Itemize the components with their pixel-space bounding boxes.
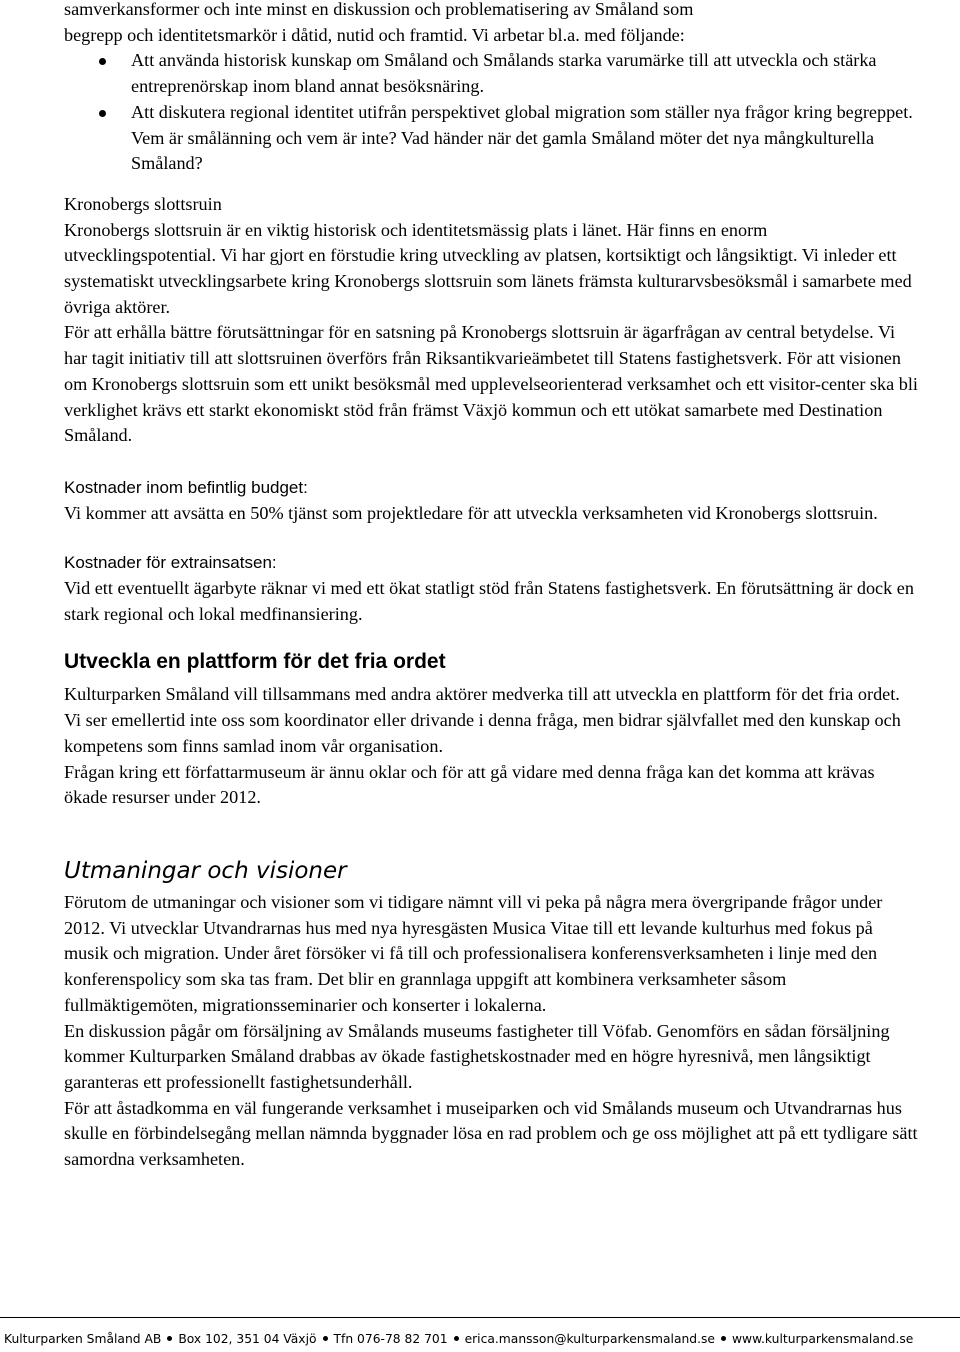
platform-heading: Utveckla en plattform för det fria ordet xyxy=(64,650,446,674)
challenges-paragraph-1: Förutom de utmaningar och visioner som vi tidigare nämnt vill vi peka på några mera övergripande frågor under 2012. Vi utvecklar Utvandrarnas hus med nya hyresgästen Musica Vitae till ett levande kulturhus med fokus på musik och migration. Under året försöker vi få till och professionalisera konferensverksamheten i linje med den konferenspolicy som ska tas fram. Det blir en grannlaga uppgift att kombinera verksamheter såsom fullmäktigemöten, migrationsseminarier och konserter i lokalerna. xyxy=(64,891,883,1015)
extra-text: Vid ett eventuellt ägarbyte räknar vi med ett ökat statligt stöd från Statens fastighetsverk. En förutsättning är dock en stark regional och lokal medfinansiering. xyxy=(64,578,914,624)
platform-paragraph-1: Kulturparken Småland vill tillsammans med andra aktörer medverka till att utveckla en plattform för det fria ordet. Vi ser emellertid inte oss som koordinator eller drivande i denna fråga, men bidrar självfallet med den kunskap och kompetens som finns samlad inom vår organisation. xyxy=(64,684,901,756)
extra-heading: Kostnader för extrainsatsen: xyxy=(64,553,277,573)
footer-divider xyxy=(0,1317,960,1318)
challenges-heading: Utmaningar och visioner xyxy=(64,857,347,884)
list-item: Att använda historisk kunskap om Småland och Smålands starka varumärke till att utveckla och stärka entreprenörskap inom bland annat besöksnäring. xyxy=(0,48,920,99)
footer-org: Kulturparken Småland AB xyxy=(4,1332,162,1346)
intro-line-2: begrepp och identitetsmarkör i dåtid, nutid och framtid. Vi arbetar bl.a. med följande: xyxy=(64,24,685,45)
list-item: Att diskutera regional identitet utifrån perspektivet global migration som ställer nya frågor kring begreppet. Vem är smålänning och vem är inte? Vad händer när det gamla Småland möter det nya mångkulturella Småland? xyxy=(0,100,920,177)
kronoberg-heading: Kronobergs slottsruin xyxy=(64,193,222,214)
page-footer xyxy=(4,1331,960,1347)
kronoberg-paragraph-1: Kronobergs slottsruin är en viktig historisk och identitetsmässig plats i länet. Här finns en enorm utvecklingspotential. Vi har gjort en förstudie kring utveckling av platsen, kortsiktigt och långsiktigt. Vi inleder ett systematiskt utvecklingsarbete kring Kronobergs slottsruin som länets främsta kulturarvsbesöksmål i samarbete med övriga aktörer. xyxy=(64,219,912,317)
challenges-paragraph-3: För att åstadkomma en väl fungerande verksamhet i museiparken och vid Smålands museum och Utvandrarnas hus skulle en förbindelsegång mellan nämnda byggnader lösa en rad problem och ge oss möjlighet att på ett tydligare sätt samordna verksamheten. xyxy=(64,1097,918,1170)
budget-text: Vi kommer att avsätta en 50% tjänst som projektledare för att utveckla verksamheten vid Kronobergs slottsruin. xyxy=(64,502,878,523)
challenges-paragraph-2: En diskussion pågår om försäljning av Smålands museums fastigheter till Vöfab. Genomförs en sådan försäljning kommer Kulturparken Småland drabbas av ökade fastighetskostnader med en högre hyresnivå, men långsiktigt garanteras ett professionellt fastighetsunderhåll. xyxy=(64,1020,890,1092)
bullet-icon xyxy=(99,58,106,65)
bullet-separator-icon xyxy=(721,1336,726,1341)
footer-address: Box 102, 351 04 Växjö xyxy=(178,1332,317,1346)
footer-website[interactable]: www.kulturparkensmaland.se xyxy=(731,1332,914,1346)
document-page xyxy=(64,0,920,1173)
intro-paragraph xyxy=(64,0,920,48)
footer-phone: Tfn 076-78 82 701 xyxy=(333,1332,448,1346)
footer-email[interactable]: erica.mansson@kulturparkensmaland.se xyxy=(464,1332,715,1346)
bullet-separator-icon xyxy=(454,1336,459,1341)
bullet-icon xyxy=(99,110,106,117)
bullet-separator-icon xyxy=(167,1336,172,1341)
kronoberg-paragraph-2: För att erhålla bättre förutsättningar för en satsning på Kronobergs slottsruin är ägarfrågan av central betydelse. Vi har tagit initiativ till att slottsruinen överförs från Riksantikvarieämbetet till Statens fastighetsverk. För att visionen om Kronobergs slottsruin som ett unikt besöksmål med upplevelseorienterad verksamhet och ett visitor-center ska bli verklighet krävs ett starkt ekonomiskt stöd från främst Växjö kommun och ett utökat samarbete med Destination Småland. xyxy=(64,322,918,446)
platform-paragraph-2: Frågan kring ett författarmuseum är ännu oklar och för att gå vidare med denna fråga kan det komma att krävas ökade resurser under 2012. xyxy=(64,761,875,808)
budget-heading: Kostnader inom befintlig budget: xyxy=(64,477,308,497)
bullet-list xyxy=(0,48,920,177)
bullet-separator-icon xyxy=(323,1336,328,1341)
intro-line-1: samverkansformer och inte minst en diskussion och problematisering av Småland som xyxy=(64,0,694,19)
